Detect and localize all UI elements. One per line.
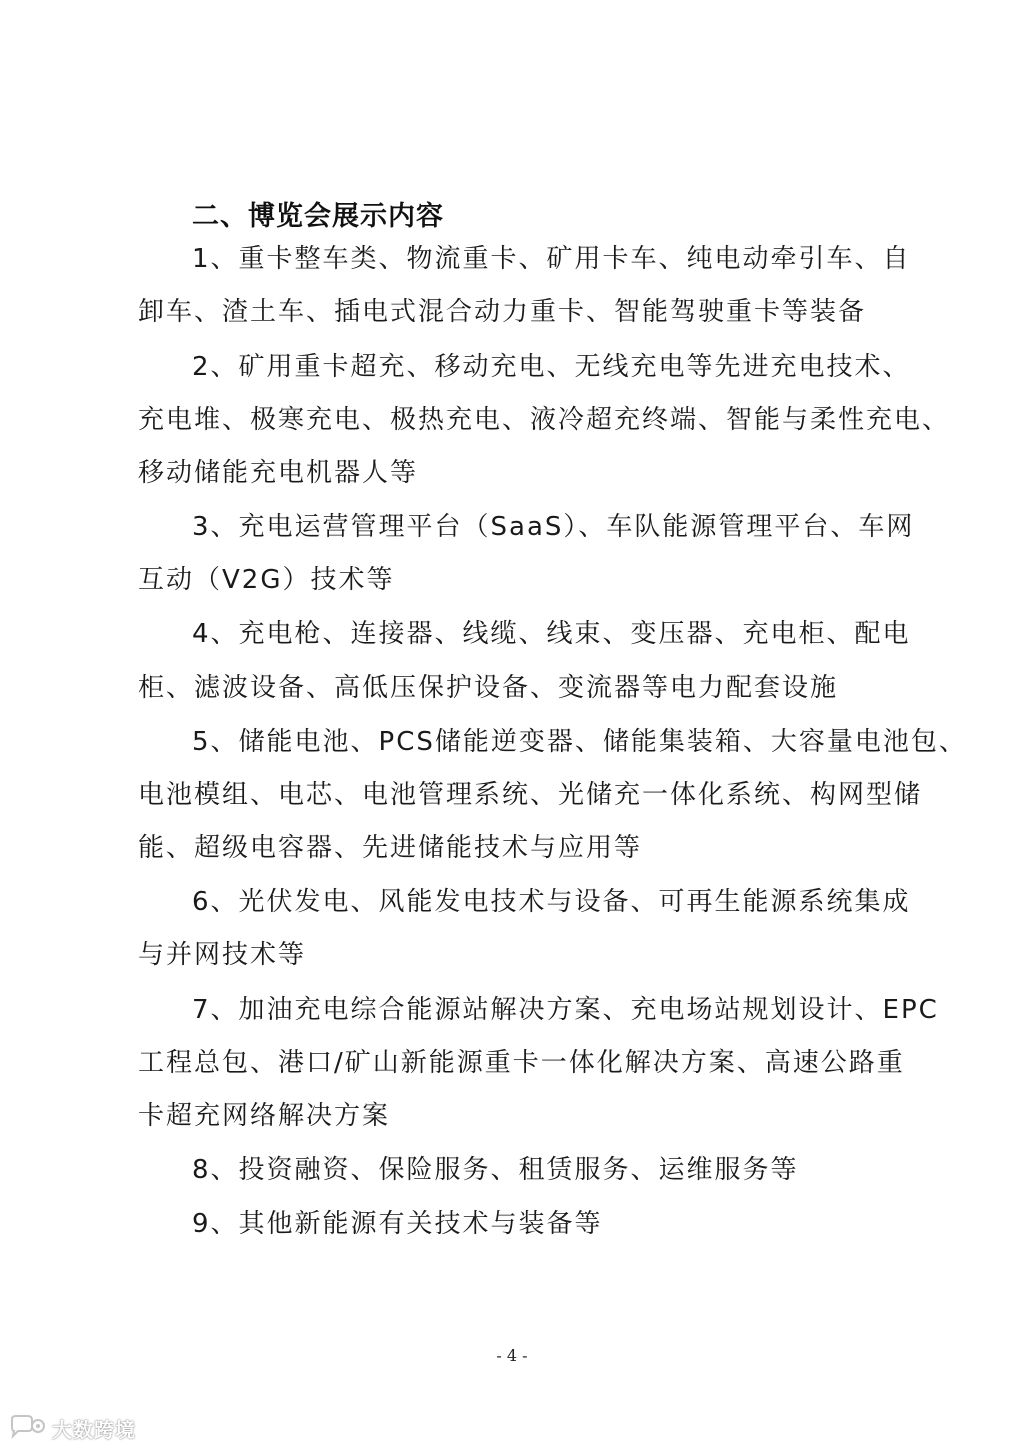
item-7-line-2: 工程总包、港口/矿山新能源重卡一体化解决方案、高速公路重 bbox=[138, 1048, 905, 1078]
item-4-line-2: 柜、滤波设备、高低压保护设备、变流器等电力配套设施 bbox=[138, 673, 839, 703]
item-2-line-1: 2、矿用重卡超充、移动充电、无线充电等先进充电技术、 bbox=[192, 352, 911, 382]
item-9-line-1: 9、其他新能源有关技术与装备等 bbox=[192, 1209, 603, 1239]
item-2-line-2: 充电堆、极寒充电、极热充电、液冷超充终端、智能与柔性充电、 bbox=[138, 405, 951, 435]
item-5-line-1: 5、储能电池、PCS储能逆变器、储能集装箱、大容量电池包、 bbox=[192, 727, 967, 757]
item-3-line-2: 互动（V2G）技术等 bbox=[138, 565, 395, 595]
watermark bbox=[8, 1414, 136, 1443]
page-number: - 4 - bbox=[496, 1346, 528, 1365]
item-3-line-1: 3、充电运营管理平台（SaaS）、车队能源管理平台、车网 bbox=[192, 512, 915, 542]
item-2-line-3: 移动储能充电机器人等 bbox=[138, 458, 419, 488]
item-6-line-2: 与并网技术等 bbox=[138, 940, 307, 970]
item-1-line-1: 1、重卡整车类、物流重卡、矿用卡车、纯电动牵引车、自 bbox=[192, 244, 911, 274]
item-5-line-3: 能、超级电容器、先进储能技术与应用等 bbox=[138, 833, 643, 863]
item-7-line-1: 7、加油充电综合能源站解决方案、充电场站规划设计、EPC bbox=[192, 995, 939, 1025]
item-6-line-1: 6、光伏发电、风能发电技术与设备、可再生能源系统集成 bbox=[192, 887, 911, 917]
item-4-line-1: 4、充电枪、连接器、线缆、线束、变压器、充电柜、配电 bbox=[192, 619, 911, 649]
item-7-line-3: 卡超充网络解决方案 bbox=[138, 1101, 391, 1131]
item-1-line-2: 卸车、渣土车、插电式混合动力重卡、智能驾驶重卡等装备 bbox=[138, 297, 867, 327]
watermark-text: 大数跨境 bbox=[52, 1418, 136, 1442]
chat-bubble-logo-icon bbox=[8, 1415, 48, 1443]
item-5-line-2: 电池模组、电芯、电池管理系统、光储充一体化系统、构网型储 bbox=[138, 780, 923, 810]
section-heading: 二、博览会展示内容 bbox=[192, 201, 444, 232]
item-8-line-1: 8、投资融资、保险服务、租赁服务、运维服务等 bbox=[192, 1155, 799, 1185]
